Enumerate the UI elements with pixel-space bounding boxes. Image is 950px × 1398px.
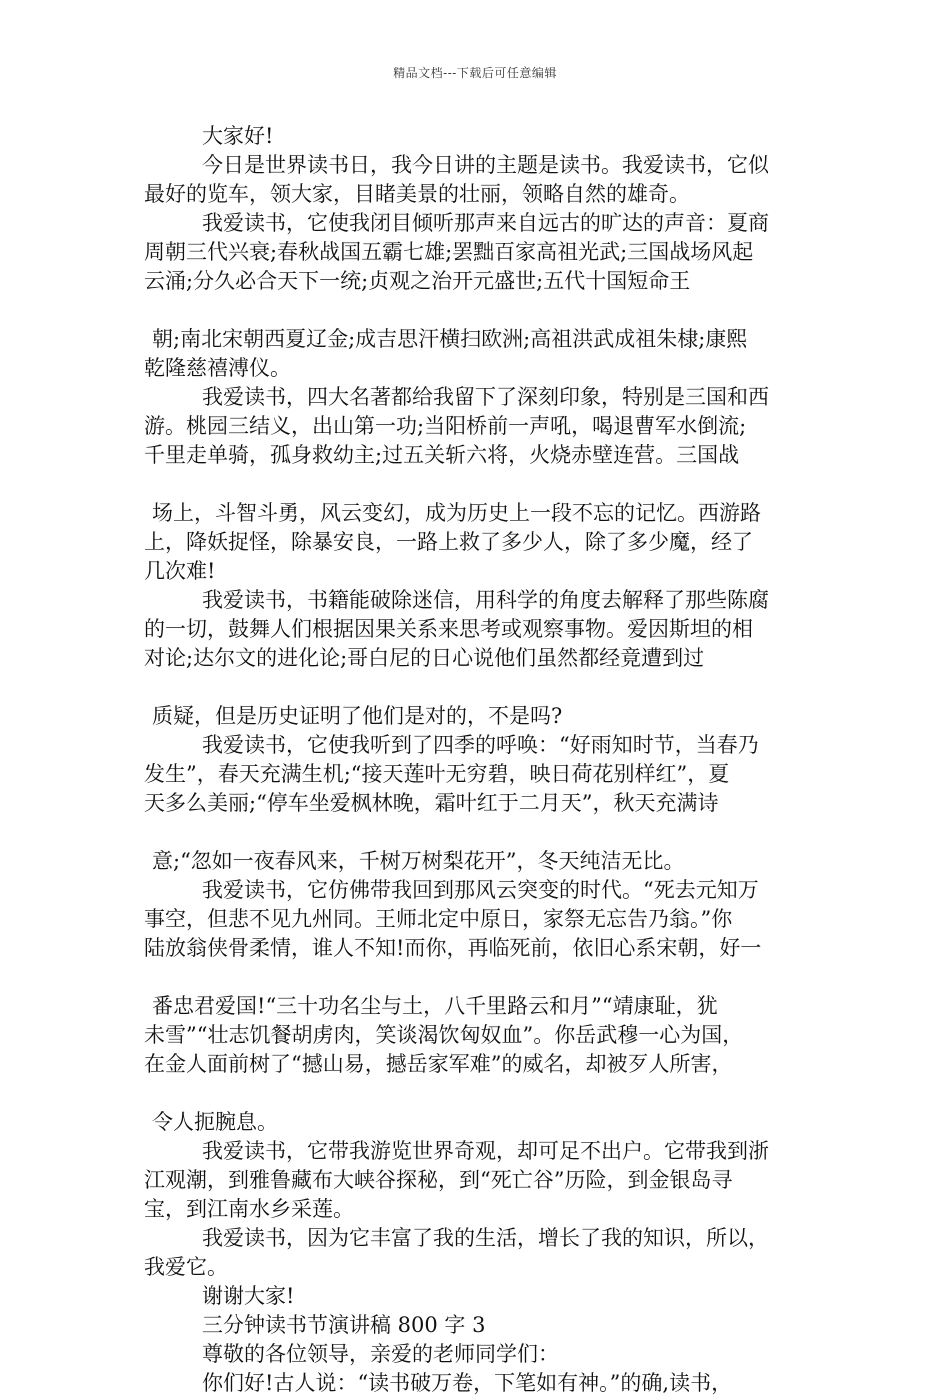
text-line: 千里走单骑，孤身救幼主;过五关斩六将，火烧赤壁连营。三国战: [144, 443, 740, 467]
text-line: 江观潮，到雅鲁藏布大峡谷探秘，到“死亡谷”历险，到金银岛寻: [144, 1168, 733, 1192]
text-line: 天多么美丽;“停车坐爱枫林晚，霜叶红于二月天”，秋天充满诗: [144, 791, 719, 815]
text-line: 乾隆慈禧溥仪。: [144, 356, 291, 380]
text-line: 对论;达尔文的进化论;哥白尼的日心说他们虽然都经竟遭到过: [144, 646, 705, 670]
text-line: 未雪”“壮志饥餐胡虏肉，笑谈渴饮匈奴血”。你岳武穆一心为国，: [144, 1023, 744, 1047]
page-header: 精品文档---下载后可任意编辑: [393, 66, 557, 80]
text-line: 大家好!: [202, 124, 274, 148]
text-line: 云涌;分久必合天下一统;贞观之治开元盛世;五代十国短命王: [144, 269, 691, 293]
text-line: 场上，斗智斗勇，风云变幻，成为历史上一段不忘的记忆。西游路: [152, 501, 761, 525]
text-line: 宝，到江南水乡采莲。: [144, 1197, 354, 1221]
page-gap: [144, 818, 812, 847]
text-line: 上，降妖捉怪，除暴安良，一路上救了多少人，除了多少魔，经了: [144, 530, 753, 554]
text-line: 游。桃园三结义，出山第一功;当阳桥前一声吼，喝退曹军水倒流;: [144, 414, 747, 438]
text-line: 事空，但悲不见九州同。王师北定中原日，家祭无忘告乃翁。”你: [144, 907, 733, 931]
text-line: 令人扼腕息。: [152, 1110, 278, 1134]
page-gap: [144, 963, 812, 992]
text-line: 我爱读书，四大名著都给我留下了深刻印象，特别是三国和西: [202, 385, 769, 409]
text-line: 几次难!: [144, 559, 216, 583]
text-line: 发生”，春天充满生机;“接天莲叶无穷碧，映日荷花别样红”，夏: [144, 762, 730, 786]
text-line: 你们好!古人说：“读书破万卷，下笔如有神。”的确,读书，: [202, 1371, 733, 1395]
text-line: 我爱它。: [144, 1255, 228, 1279]
text-line: 朝;南北宋朝西夏辽金;成吉思汗横扫欧洲;高祖洪武成祖朱棣;康熙: [152, 327, 748, 351]
section-title: 三分钟读书节演讲稿 800 字 3: [202, 1313, 486, 1337]
text-line: 谢谢大家!: [202, 1284, 295, 1308]
text-line: 我爱读书，因为它丰富了我的生活，增长了我的知识，所以，: [202, 1226, 769, 1250]
text-line: 番忠君爱国!“三十功名尘与土，八千里路云和月”“靖康耻，犹: [152, 994, 718, 1018]
text-line: 我爱读书，它带我游览世界奇观，却可足不出户。它带我到浙: [202, 1139, 769, 1163]
text-line: 陆放翁侠骨柔情，谁人不知!而你，再临死前，依旧心系宋朝，好一: [144, 936, 762, 960]
text-line: 的一切，鼓舞人们根据因果关系来思考或观察事物。爱因斯坦的相: [144, 617, 753, 641]
page-gap: [144, 296, 812, 325]
text-line: 我爱读书，它使我听到了四季的呼唤：“好雨知时节，当春乃: [202, 733, 759, 757]
text-line: 尊敬的各位领导，亲爱的老师同学们：: [202, 1342, 559, 1366]
page-gap: [144, 470, 812, 499]
text-line: 我爱读书，它使我闭目倾听那声来自远古的旷达的声音：夏商: [202, 211, 769, 235]
text-line: 周朝三代兴衰;春秋战国五霸七雄;罢黜百家高祖光武;三国战场风起: [144, 240, 754, 264]
text-line: 我爱读书，它仿佛带我回到那风云突变的时代。“死去元知万: [202, 878, 759, 902]
text-line: 意;“忽如一夜春风来，千树万树梨花开”，冬天纯洁无比。: [152, 849, 685, 873]
text-line: 今日是世界读书日，我今日讲的主题是读书。我爱读书，它似: [202, 153, 769, 177]
page-gap: [144, 673, 812, 702]
text-line: 最好的览车，领大家，目睹美景的壮丽，领略自然的雄奇。: [144, 182, 690, 206]
text-line: 在金人面前树了“撼山易，撼岳家军难”的威名，却被歹人所害，: [144, 1052, 733, 1076]
document-body: [144, 122, 812, 1398]
text-line: 我爱读书，书籍能破除迷信，用科学的角度去解释了那些陈腐: [202, 588, 769, 612]
page-gap: [144, 1079, 812, 1108]
text-line: 质疑，但是历史证明了他们是对的，不是吗?: [152, 704, 563, 728]
